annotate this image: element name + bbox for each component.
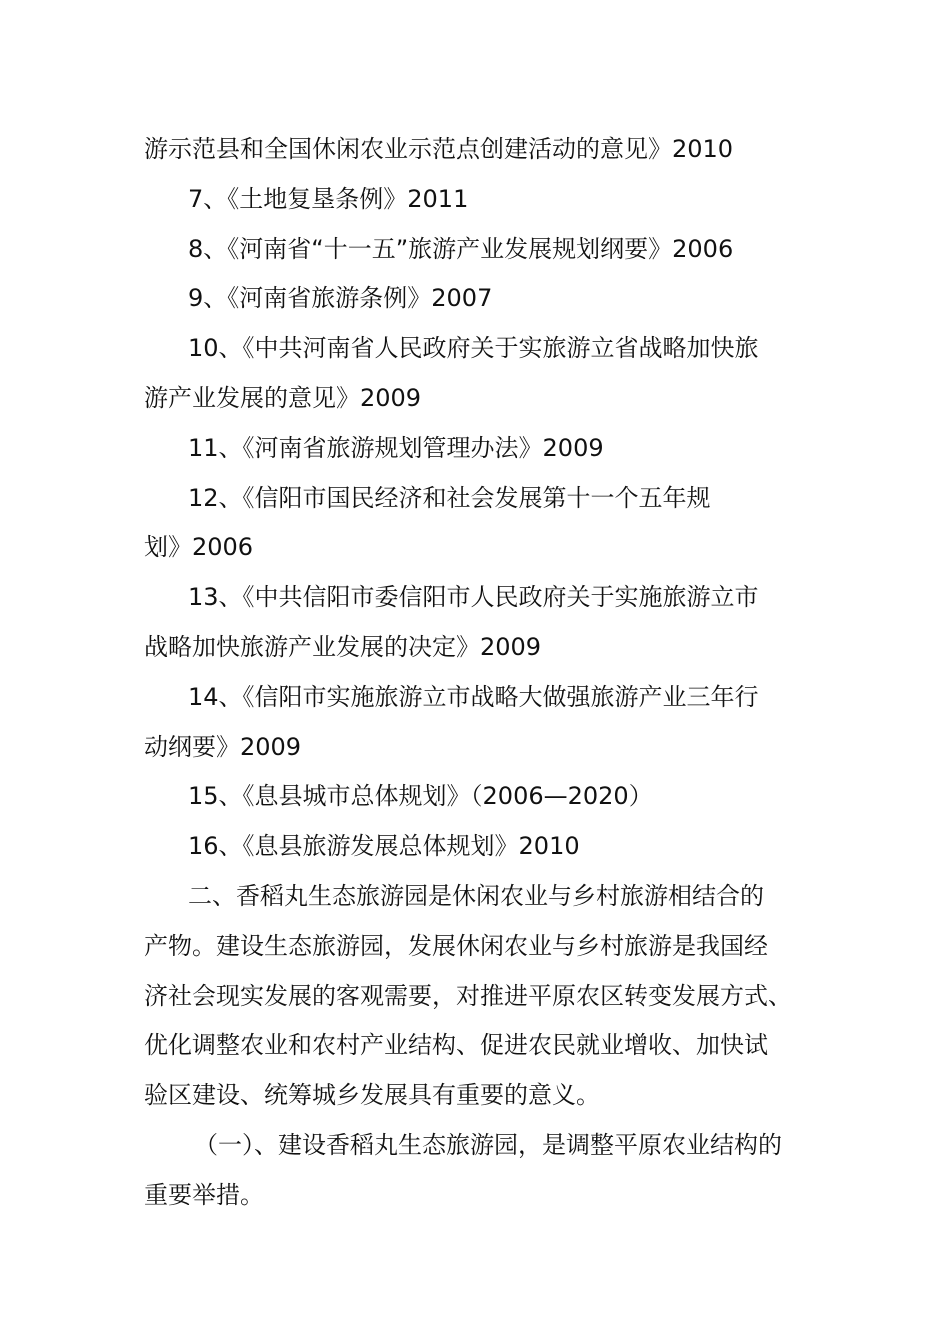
text-line: 15、《息县城市总体规划》（2006—2020） (188, 782, 653, 811)
text-line: 8、《河南省“十一五”旅游产业发展规划纲要》2006 (188, 234, 734, 263)
text-line: 重要举措。 (144, 1180, 264, 1209)
text-line: 12、《信阳市国民经济和社会发展第十一个五年规 (188, 483, 711, 512)
text-line: 二、香稻丸生态旅游园是休闲农业与乡村旅游相结合的 (188, 881, 764, 910)
text-line: （一）、建设香稻丸生态旅游园，是调整平原农业结构的 (194, 1130, 782, 1159)
text-line: 9、《河南省旅游条例》2007 (188, 284, 493, 313)
text-line: 济社会现实发展的客观需要，对推进平原农区转变发展方式、 (144, 981, 792, 1010)
text-line: 16、《息县旅游发展总体规划》2010 (188, 832, 580, 861)
text-line: 产物。建设生态旅游园，发展休闲农业与乡村旅游是我国经 (144, 931, 768, 960)
text-line: 验区建设、统筹城乡发展具有重要的意义。 (144, 1081, 600, 1110)
text-line: 13、《中共信阳市委信阳市人民政府关于实施旅游立市 (188, 583, 759, 612)
text-line: 11、《河南省旅游规划管理办法》2009 (188, 433, 604, 462)
text-line: 动纲要》2009 (144, 732, 302, 761)
text-line: 优化调整农业和农村产业结构、促进农民就业增收、加快试 (144, 1031, 768, 1060)
text-line: 战略加快旅游产业发展的决定》2009 (144, 632, 542, 661)
text-line: 游示范县和全国休闲农业示范点创建活动的意见》2010 (144, 135, 734, 163)
text-line: 10、《中共河南省人民政府关于实旅游立省战略加快旅 (188, 334, 759, 363)
text-line: 7、《土地复垦条例》2011 (188, 184, 469, 213)
text-line: 划》2006 (144, 533, 254, 562)
document-body (144, 125, 824, 1221)
text-line: 游产业发展的意见》2009 (144, 383, 422, 412)
text-line: 14、《信阳市实施旅游立市战略大做强旅游产业三年行 (188, 682, 759, 711)
